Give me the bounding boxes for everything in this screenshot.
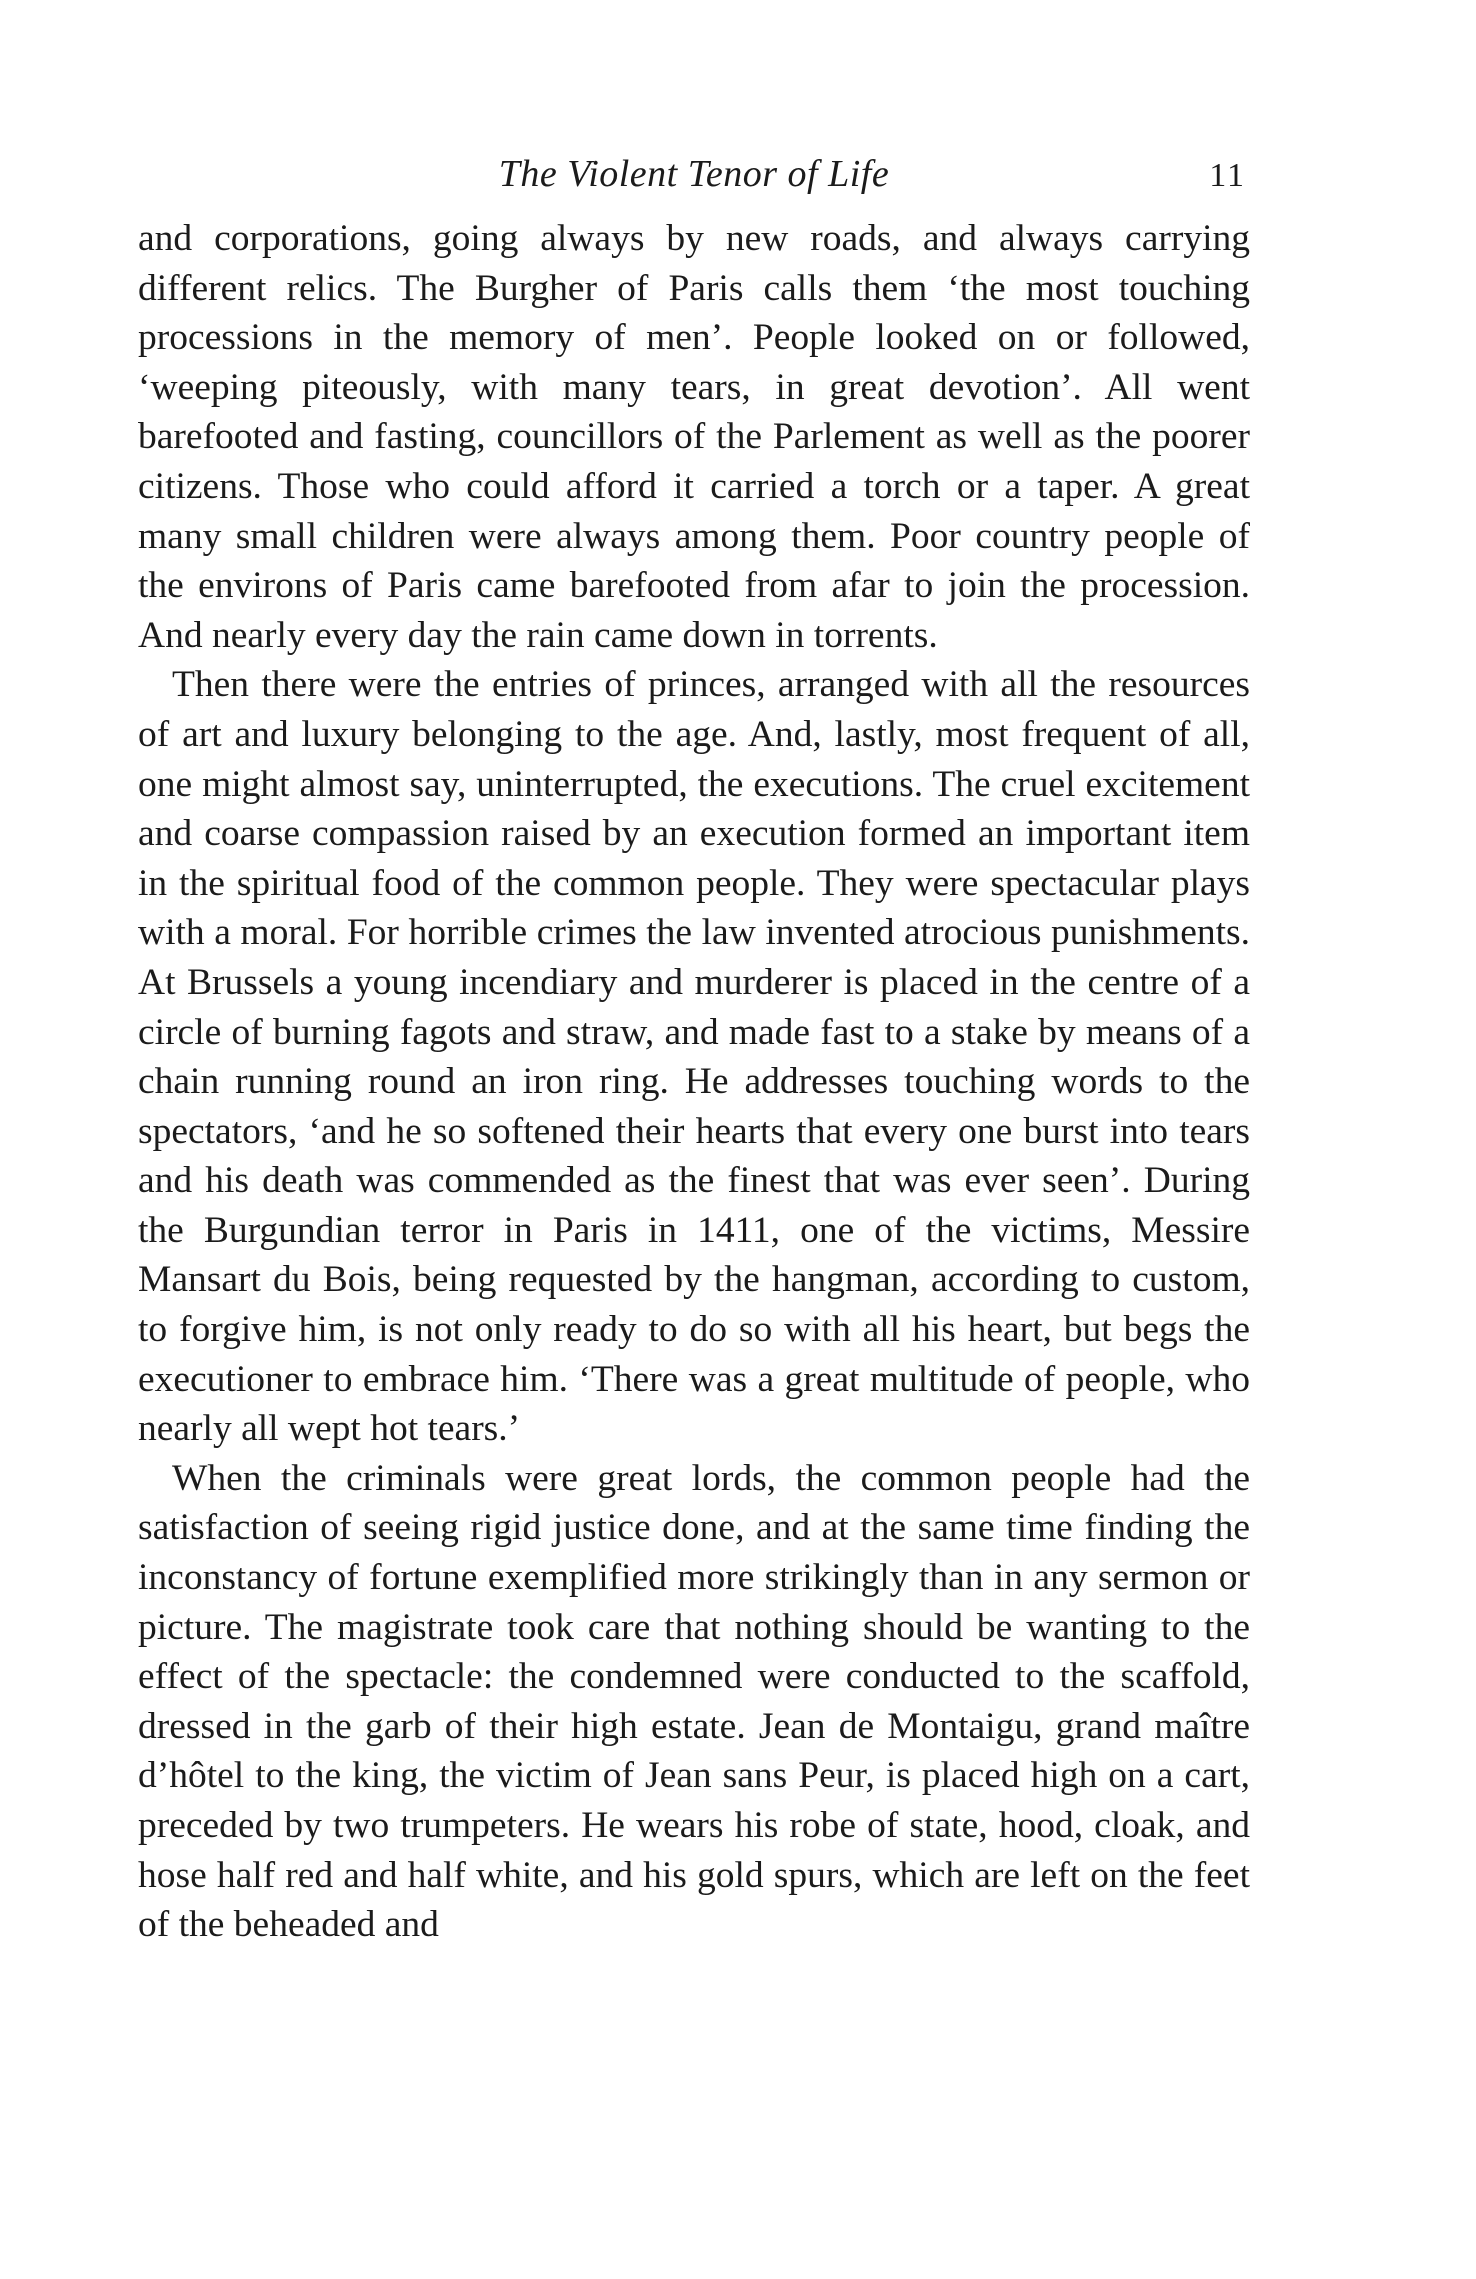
- book-page: [138, 148, 1250, 1950]
- paragraph-great-lords: When the criminals were great lords, the common people had the satisfaction of seeing rigid justice done, and at the same time finding the inconstancy of fortune exemplified more strikingly than in any sermon or picture. The magistrate took care that nothing should be wanting to the effect of the spectacle: the condemned were conducted to the scaffold, dressed in the garb of their high estate. Jean de Montaigu, grand maître d’hôtel to the king, the victim of Jean sans Peur, is placed high on a cart, preceded by two trumpeters. He wears his robe of state, hood, cloak, and hose half red and half white, and his gold spurs, which are left on the feet of the beheaded and: [138, 1457, 1250, 1946]
- body-text: [138, 214, 1250, 1950]
- running-title: The Violent Tenor of Life: [498, 153, 890, 195]
- running-head: [138, 148, 1250, 200]
- page-number: 11: [1209, 157, 1246, 194]
- paragraph-continued: and corporations, going always by new roads, and always carrying different relics. The Burgher of Paris calls them ‘the most touching processions in the memory of men’. People looked on or followed, ‘weeping piteously, with many tears, in great devotion’. All went barefooted and fasting, councillors of the Parlement as well as the poorer citizens. Those who could afford it carried a torch or a taper. A great many small children were always among them. Poor country people of the environs of Paris came barefooted from afar to join the procession. And nearly every day the rain came down in torrents.: [138, 218, 1250, 656]
- paragraph-executions: Then there were the entries of princes, arranged with all the resources of art and luxury belonging to the age. And, lastly, most frequent of all, one might almost say, uninterrupted, the executions. The cruel excitement and coarse compassion raised by an execution formed an important item in the spiritual food of the common people. They were spectacular plays with a moral. For horrible crimes the law invented atrocious punishments. At Brussels a young incendiary and murderer is placed in the centre of a circle of burning fagots and straw, and made fast to a stake by means of a chain running round an iron ring. He addresses touching words to the spectators, ‘and he so softened their hearts that every one burst into tears and his death was commended as the finest that was ever seen’. During the Burgundian terror in Paris in 1411, one of the victims, Messire Mansart du Bois, being requested by the hangman, according to custom, to forgive him, is not only ready to do so with all his heart, but begs the executioner to embrace him. ‘There was a great multitude of people, who nearly all wept hot tears.’: [138, 664, 1250, 1450]
